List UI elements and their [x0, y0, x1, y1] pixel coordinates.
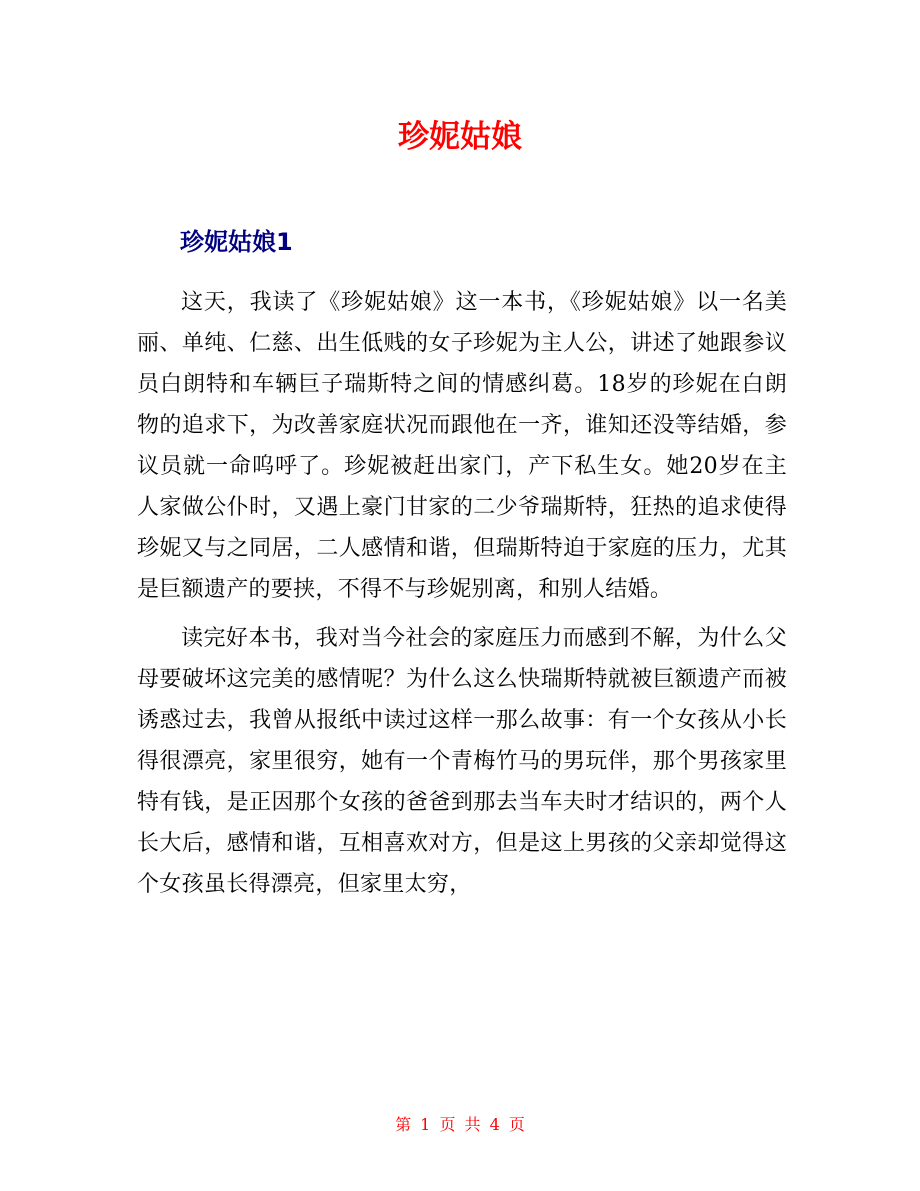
paragraph-2: 读完好本书，我对当今社会的家庭压力而感到不解，为什么父母要破坏这完美的感情呢？为什么这么快瑞斯特就被巨额遗产而被诱惑过去，我曾从报纸中读过这样一那么故事：有一个女孩从小长得很漂亮，家里很穷，她有一个青梅竹马的男玩伴，那个男孩家里特有钱，是正因那个女孩的爸爸到那去当车夫时才结识的，两个人长大后，感情和谐，互相喜欢对方，但是这上男孩的父亲却觉得这个女孩虽长得漂亮，但家里太穷，	[137, 626, 787, 897]
document-title: 珍妮姑娘	[398, 119, 522, 155]
document-body	[137, 282, 787, 913]
section-heading: 珍妮姑娘1	[180, 228, 293, 256]
page-number-footer: 第 1 页 共 4 页	[395, 1115, 525, 1134]
paragraph-1: 这天，我读了《珍妮姑娘》这一本书，《珍妮姑娘》以一名美丽、单纯、仁慈、出生低贱的女子珍妮为主人公，讲述了她跟参议员白朗特和车辆巨子瑞斯特之间的情感纠葛。18岁的珍妮在白朗物的追求下，为改善家庭状况而跟他在一齐，谁知还没等结婚，参议员就一命呜呼了。珍妮被赶出家门，产下私生女。她20岁在主人家做公仆时，又遇上豪门甘家的二少爷瑞斯特，狂热的追求使得珍妮又与之同居，二人感情和谐，但瑞斯特迫于家庭的压力，尤其是巨额遗产的要挟，不得不与珍妮别离，和别人结婚。	[137, 290, 787, 602]
